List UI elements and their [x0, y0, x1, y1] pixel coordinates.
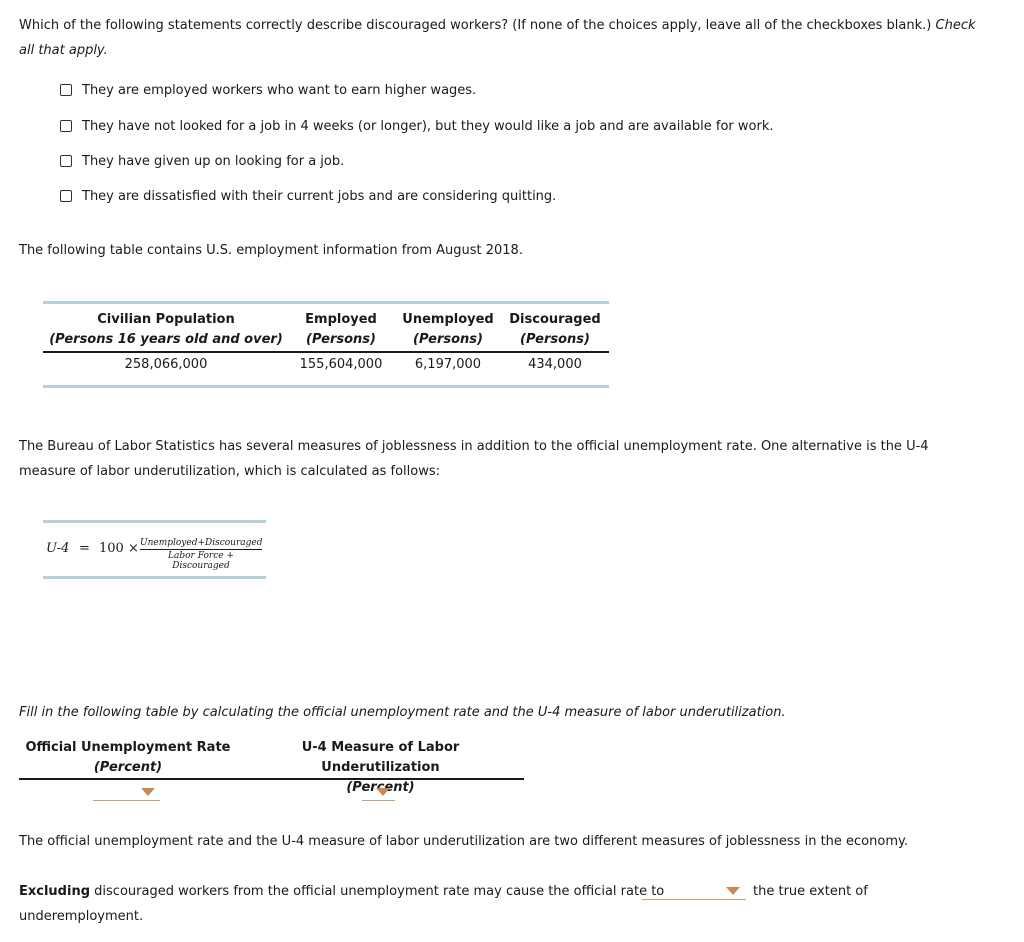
- option-1-label: They are employed workers who want to earn higher wages.: [82, 82, 477, 98]
- table-intro: The following table contains U.S. employment information from August 2018.: [19, 243, 523, 258]
- formula-top-rule: [43, 520, 266, 523]
- formula-equals: =: [79, 541, 90, 556]
- final-sentence-start: [19, 884, 664, 899]
- final-line2-text: underemployment.: [19, 909, 144, 924]
- effect-dropdown[interactable]: [642, 885, 746, 900]
- header-u4-measure: U-4 Measure of Labor Underutilization (Percent): [301, 740, 460, 795]
- formula-coefficient: 100 ×: [99, 541, 139, 556]
- question-prompt: Which of the following statements correctly describe discouraged workers? (If none of the choices apply, leave all of the checkboxes blank.): [19, 18, 932, 33]
- header-official-rate: Official Unemployment Rate (Percent): [25, 740, 231, 775]
- final-after-text: the true extent of: [753, 884, 868, 899]
- u4-measure-dropdown[interactable]: [362, 786, 395, 801]
- option-2-label: They have not looked for a job in 4 weeks (or longer), but they would like a job and are available for work.: [82, 118, 774, 134]
- header-employed: Employed (Persons): [305, 312, 377, 347]
- formula-bottom-rule: [43, 576, 266, 579]
- checkbox-2[interactable]: [60, 120, 72, 132]
- question-instruction: Check all that apply.: [19, 18, 976, 58]
- option-2[interactable]: [60, 117, 774, 135]
- cell-employed: 155,604,000: [299, 357, 383, 372]
- question-text: [19, 13, 979, 63]
- table-top-rule: [43, 301, 609, 304]
- formula-denominator: Labor Force + Discouraged: [168, 551, 234, 571]
- comparison-text: The official unemployment rate and the U-4 measure of labor underutilization are two different measures of joblessness in the economy.: [19, 834, 908, 849]
- fill-instruction: Fill in the following table by calculating the official unemployment rate and the U-4 measure of labor underutilization.: [19, 705, 786, 720]
- option-3[interactable]: [60, 152, 344, 170]
- checkbox-4[interactable]: [60, 190, 72, 202]
- checkbox-1[interactable]: [60, 84, 72, 96]
- cell-unemployed: 6,197,000: [414, 357, 482, 372]
- cell-civilian-population: 258,066,000: [124, 357, 208, 372]
- checkbox-3[interactable]: [60, 155, 72, 167]
- chevron-down-icon: [726, 887, 740, 895]
- formula-lhs: U-4: [46, 541, 70, 556]
- chevron-down-icon: [141, 788, 155, 796]
- bls-paragraph: The Bureau of Labor Statistics has several measures of joblessness in addition to the official unemployment rate. One alternative is the U-4 measure of labor underutilization, which is calculated as follows:: [19, 439, 929, 479]
- header-civilian-population: Civilian Population (Persons 16 years old and over): [49, 312, 283, 347]
- formula-numerator: Unemployed+Discouraged: [140, 538, 263, 548]
- chevron-down-icon: [376, 788, 390, 796]
- answer-table-rule: [19, 778, 524, 780]
- official-rate-dropdown[interactable]: [93, 786, 160, 801]
- table-bottom-rule: [43, 385, 609, 388]
- cell-discouraged: 434,000: [528, 357, 582, 372]
- header-unemployed: Unemployed (Persons): [402, 312, 494, 347]
- option-1[interactable]: [60, 81, 476, 99]
- option-4-label: They are dissatisfied with their current jobs and are considering quitting.: [82, 188, 557, 204]
- final-before-text: discouraged workers from the official unemployment rate may cause the official rate to: [94, 884, 665, 899]
- header-discouraged: Discouraged (Persons): [509, 312, 601, 347]
- option-4[interactable]: [60, 187, 556, 205]
- table-header-rule: [43, 351, 609, 353]
- option-3-label: They have given up on looking for a job.: [82, 153, 345, 169]
- final-bold-word: Excluding: [19, 884, 91, 899]
